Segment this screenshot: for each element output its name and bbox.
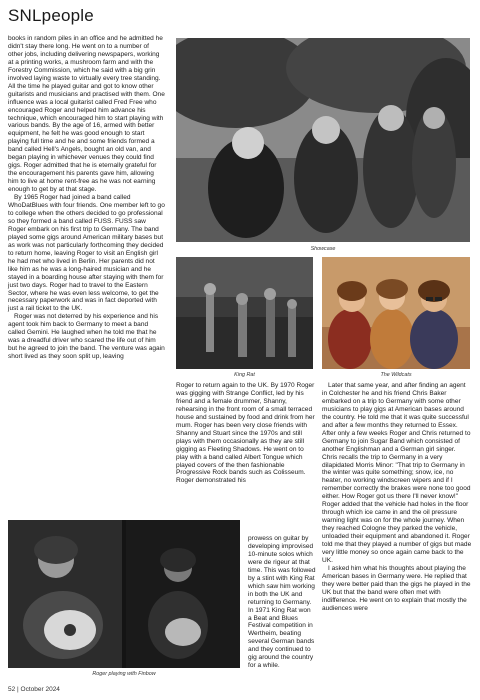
caption-wildcats: The Wildcats — [380, 372, 412, 378]
article-paragraph: prowess on guitar by developing improvised 10-minute solos which were de rigeur at that time. This was followed by a stint with King Rat which saw him working in both the UK and returning to Germany. In 1971 King Rat won a Beat and Blues Festival competition in Wertheim, beating several German bands and they continued to gig around the country for a while. — [248, 535, 316, 670]
article-column-1 — [8, 35, 165, 361]
article-paragraph: Later that same year, and after finding an agent in Colchester he and his friend Chris Baker embarked on a trip to Germany with some other musicians to play gigs at American bases around the country. He told me that it was quite successful and after a few months they returned to Essex. After only a few weeks Roger and Chris returned to Germany to join Sugar Band which consisted of another Englishman and a German girl singer. Chris recalls the trip to Germany in a very dilapidated Morris Minor: "That trip to Germany in the winter was quite something; snow, ice, no heater, no working windscreen wipers and if I remember correctly the brakes were none too good either. How Roger got us there I'll never know!" Roger added that the vehicle had holes in the floor through which ice came in and the oil pressure warning light was on for the whole journey. When they reached Cologne they parked the vehicle, unloaded their equipment and abandoned it. Roger told me that they played a number of gigs but made very little money so once again came back to the UK. — [322, 382, 472, 564]
caption-showcase: Showcase — [310, 246, 336, 252]
article-column-3 — [322, 382, 472, 613]
showcase-photo — [176, 38, 470, 242]
article-column-2 — [176, 382, 316, 485]
wildcats-photo — [322, 257, 470, 369]
article-paragraph: Roger to return again to the UK. By 1970 Roger was gigging with Strange Conflict, led by his friend and a female drummer, Shanny, rehearsing in the front room of a small terraced house and sustained by food and drink from her mum. Roger has been very close friends with Shanny and Stuart since the 1970s and still plays with them occasionally as they are still gigging as Fleeting Shadows. He went on to play with a band called Albert Tongue which played covers of the then fashionable Progressive Rock bands such as Colisseum. Roger demonstrated his — [176, 382, 315, 485]
finbow-photo — [8, 520, 240, 668]
article-paragraph: books in random piles in an office and he admitted he didn't stay there long. He went on to a number of other jobs, including delivering newspapers, working at a printing works, a mushroom farm and with the Forestry Commission, which he said with a big grin involved laying waste to virtually every tree standing. All the time he played guitar and got to know other guitarists and musicians and practised with them. One influence was a local guitarist called Fred Free who encouraged Roger and helped him advance his technique, which encouraged him to start playing with various bands. By the age of 16, armed with better equipment, he felt he was good enough to start playing full time and he and some friends formed a band called Hell's Angels, bought an old van, and began playing in whichever venues they could find gigs. Roger admitted that he is eternally grateful for the encouragement his parents gave him, allowing him to live at home rent-free as he was not earning enough to get by at that stage. — [8, 35, 165, 194]
magazine-header — [8, 6, 94, 26]
caption-finbow: Roger playing with Finbow — [92, 671, 156, 677]
header-brand-snl: SNL — [8, 6, 42, 25]
king-rat-photo — [176, 257, 313, 369]
article-paragraph: Roger was not deterred by his experience and his agent took him back to Germany to meet a band called Gemini. He laughed when he told me that he was a dreadful driver who scared the life out of him but he agreed to join the band. The venture was again short lived as they soon split up, leaving — [8, 313, 165, 361]
caption-king-rat: King Rat — [234, 372, 255, 378]
article-paragraph: By 1965 Roger had joined a band called WhoDatBlues with four friends. One member left to go to college when the others decided to go professional so they formed a band called FUSS. FUSS saw Roger embark on his first trip to Germany. The band played some gigs around American military bases but as work was not particularly forthcoming they decided to return home, leaving Roger to visit an English girl he had met who lived in Berlin. Her parents did not like him as he was a long-haired musician and he stayed in a boarding house after staying with them for just two days. Roger had to travel to the Eastern Sector, where he was even less welcome, to get the necessary paperwork and was in fact deported with just a rail ticket to the UK. — [8, 194, 165, 313]
article-column-2-continued — [248, 535, 316, 670]
article-paragraph: I asked him what his thoughts about playing the American bases in Germany were. He replied that they were better paid than the gigs he played in the UK but that the band were often met with indifference. He went on to explain that mostly the audiences were — [322, 564, 471, 612]
header-brand-people: people — [41, 6, 94, 25]
page-footer: 52 | October 2024 — [8, 686, 60, 693]
